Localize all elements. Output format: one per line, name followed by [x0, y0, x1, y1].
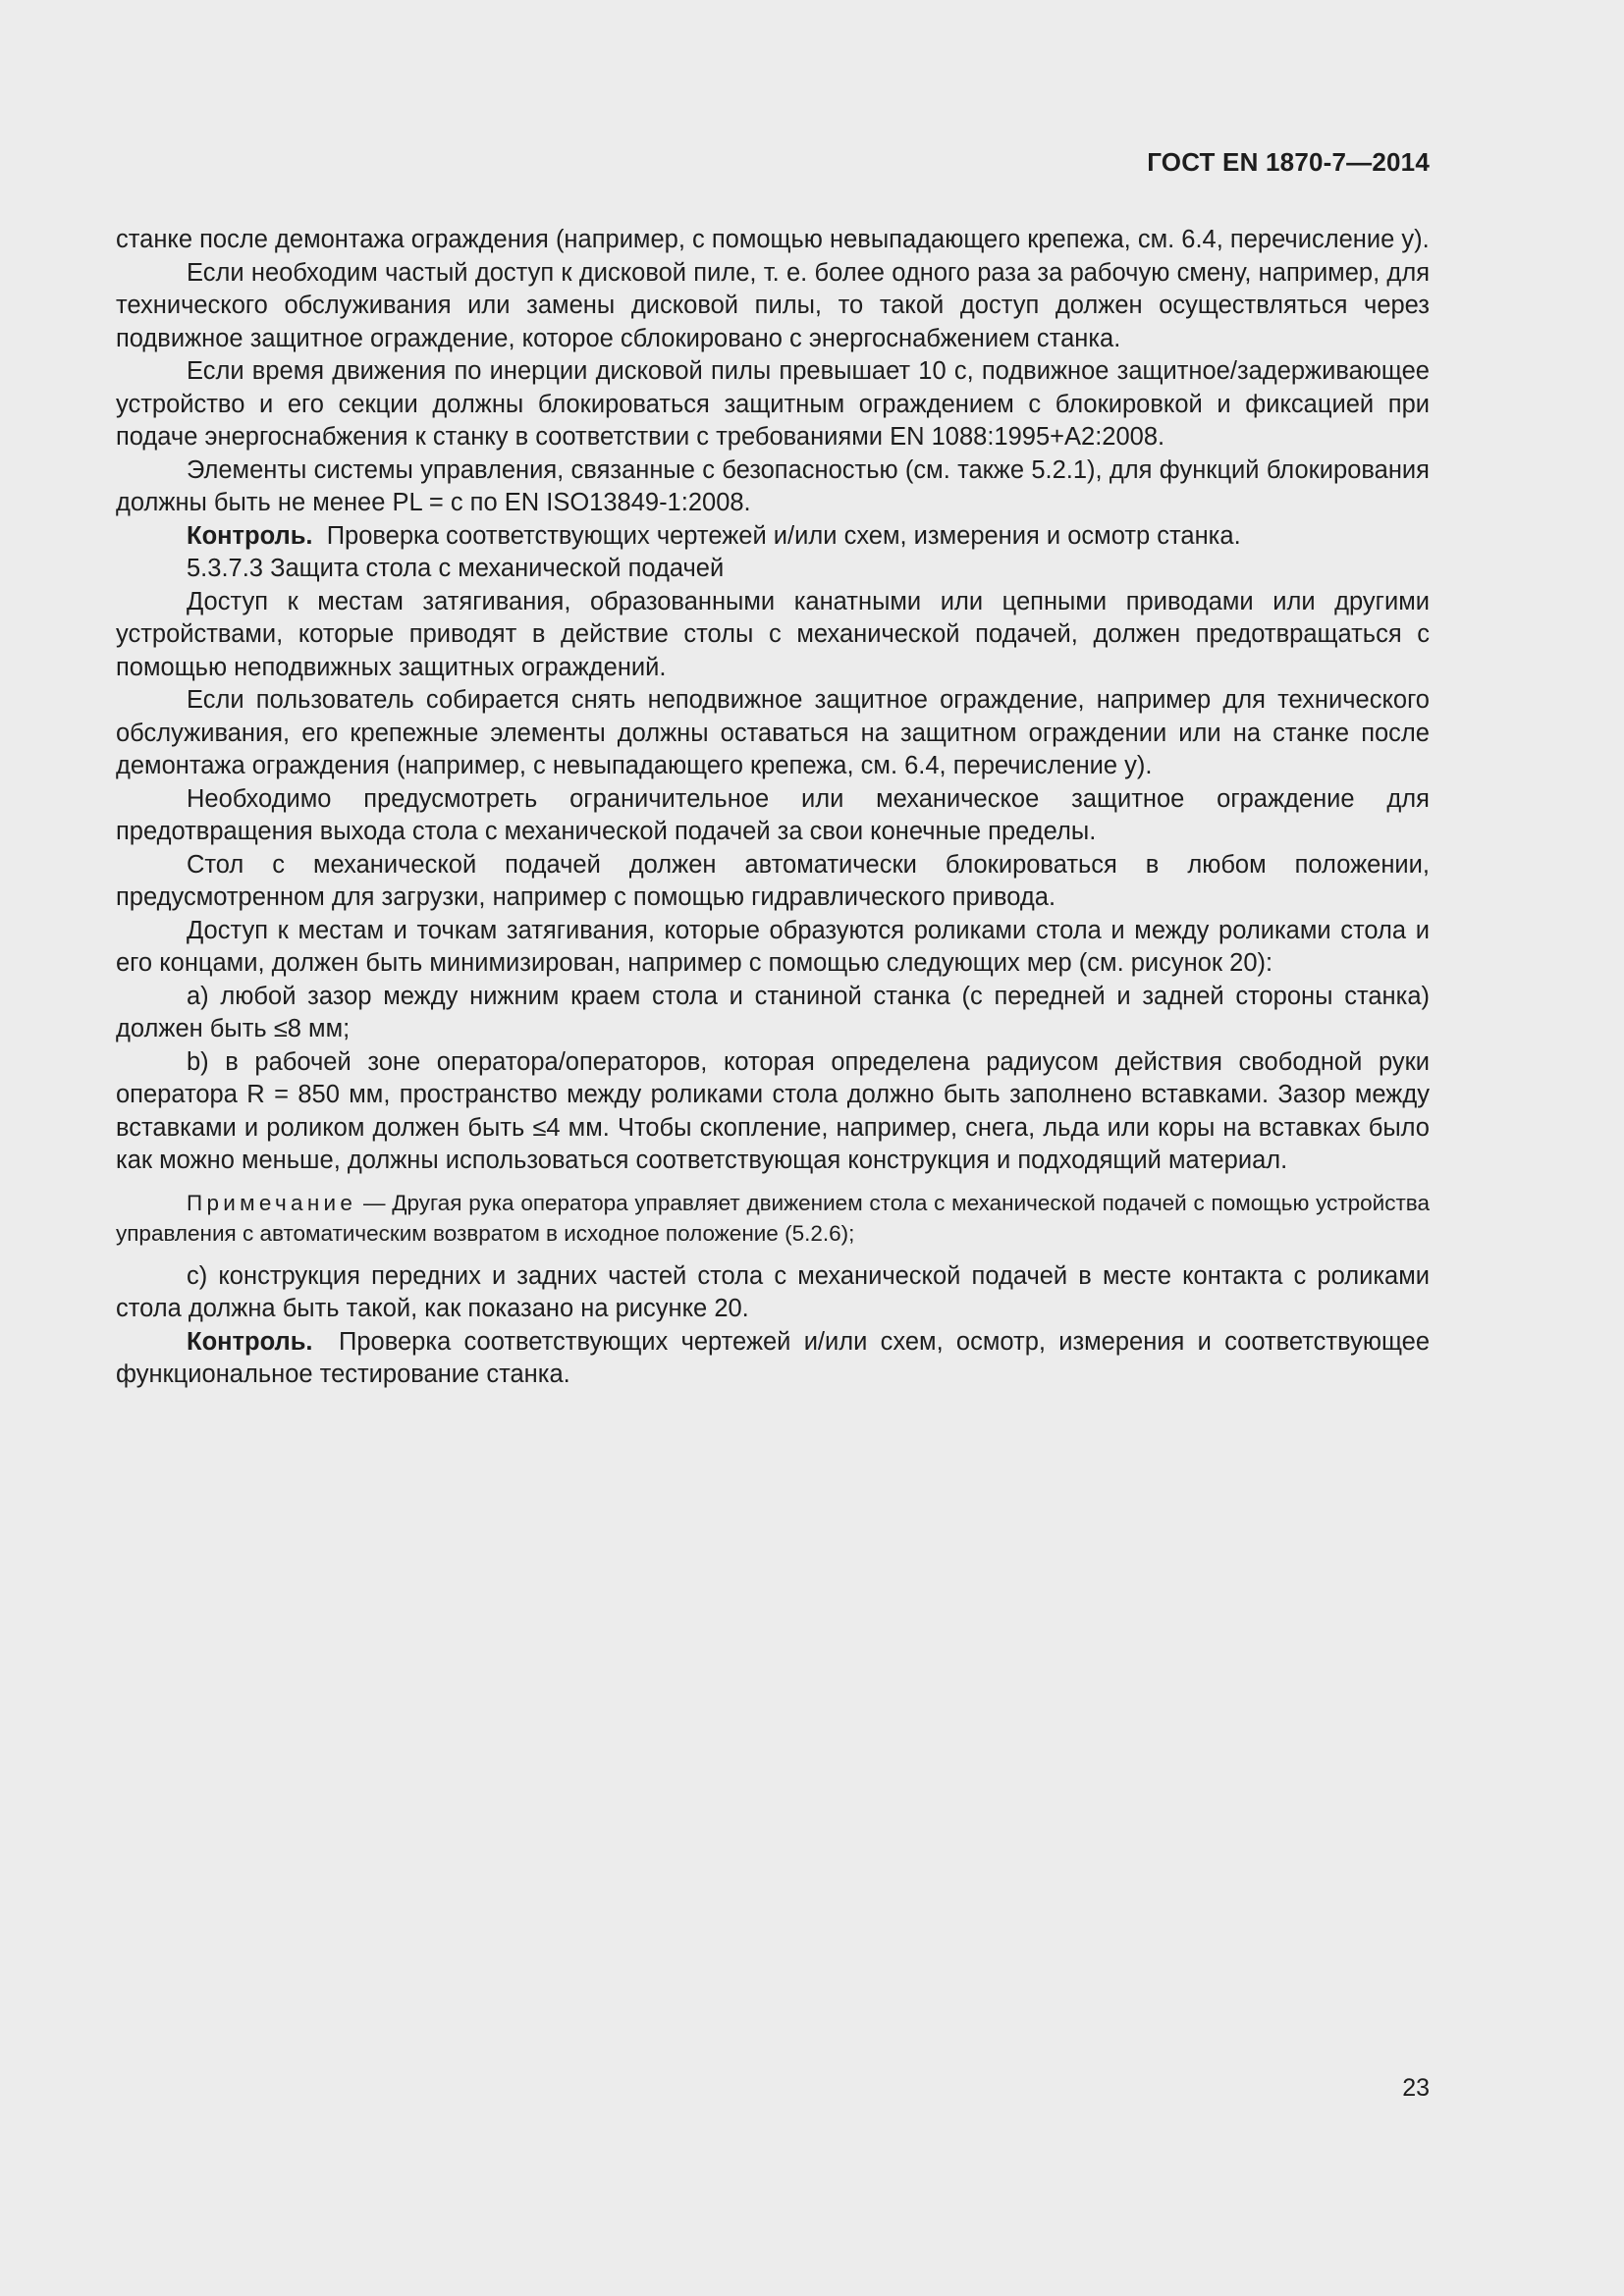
document-body: [116, 224, 1430, 1392]
paragraph: Доступ к местам и точкам затягивания, которые образуются роликами стола и между роликами стола и его концами, должен быть минимизирован, например с помощью следующих мер (см. рисунок 20):: [116, 916, 1430, 977]
paragraph: Если время движения по инерции дисковой пилы превышает 10 с, подвижное защитное/задерживающее устройство и его секции должны блокироваться защитным ограждением с блокировкой и фиксацией при подаче энергоснабжения к станку в соответствии с требованиями EN 1088:1995+A2:2008.: [116, 357, 1430, 451]
paragraph: Доступ к местам затягивания, образованными канатными или цепными приводами или другими устройствами, которые приводят в действие столы с механической подачей, должен предотвращаться с помощью неподвижных защитных ограждений.: [116, 587, 1430, 681]
control-paragraph: [116, 1326, 1430, 1392]
control-label: Контроль.: [187, 521, 313, 550]
paragraph: Элементы системы управления, связанные с безопасностью (см. также 5.2.1), для функций блокирования должны быть не менее PL = с по EN ISO13849-1:2008.: [116, 455, 1430, 516]
page-number: 23: [1402, 2074, 1430, 2102]
paragraph: Если пользователь собирается снять неподвижное защитное ограждение, например для технического обслуживания, его крепежные элементы должны оставаться на защитном ограждении или на станке после демонтажа ограждения (например, с невыпадающего крепежа, см. 6.4, перечисление у).: [116, 686, 1430, 779]
control-text: Проверка соответствующих чертежей и/или схем, измерения и осмотр станка.: [326, 521, 1241, 550]
control-text: Проверка соответствующих чертежей и/или схем, осмотр, измерения и соответствующее функциональное тестирование станка.: [116, 1327, 1430, 1388]
document-header: ГОСТ EN 1870-7—2014: [1147, 147, 1430, 177]
note: [116, 1188, 1430, 1249]
section-heading: 5.3.7.3 Защита стола с механической подачей: [187, 555, 725, 582]
control-paragraph: [116, 520, 1430, 554]
paragraph: Стол с механической подачей должен автоматически блокироваться в любом положении, предусмотренном для загрузки, например с помощью гидравлического привода.: [116, 850, 1430, 911]
paragraph: Необходимо предусмотреть ограничительное или механическое защитное ограждение для предотвращения выхода стола с механической подачей за свои конечные пределы.: [116, 784, 1430, 845]
paragraph: Если необходим частый доступ к дисковой пиле, т. е. более одного раза за рабочую смену, например, для технического обслуживания или замены дисковой пилы, то такой доступ должен осуществляться через подвижное защитное ограждение, которое сблокировано с энергоснабжением станка.: [116, 258, 1430, 352]
control-label: Контроль.: [187, 1327, 313, 1356]
note-label: Примечание: [187, 1190, 357, 1215]
list-item-a: a) любой зазор между нижним краем стола и станиной станка (с передней и задней стороны станка) должен быть ≤8 мм;: [116, 982, 1430, 1042]
list-item-c: c) конструкция передних и задних частей стола с механической подачей в месте контакта с роликами стола должна быть такой, как показано на рисунке 20.: [116, 1261, 1430, 1322]
note-text: — Другая рука оператора управляет движением стола с механической подачей с помощью устройства управления с автоматическим возвратом в исходное положение (5.2.6);: [116, 1190, 1430, 1246]
paragraph: станке после демонтажа ограждения (например, с помощью невыпадающего крепежа, см. 6.4, перечисление у).: [116, 226, 1430, 253]
list-item-b: b) в рабочей зоне оператора/операторов, которая определена радиусом действия свободной руки оператора R = 850 мм, пространство между роликами стола должно быть заполнено вставками. Зазор между вставками и роликом должен быть ≤4 мм. Чтобы скопление, например, снега, льда или коры на вставках было как можно меньше, должны использоваться соответствующая конструкция и подходящий материал.: [116, 1047, 1430, 1174]
